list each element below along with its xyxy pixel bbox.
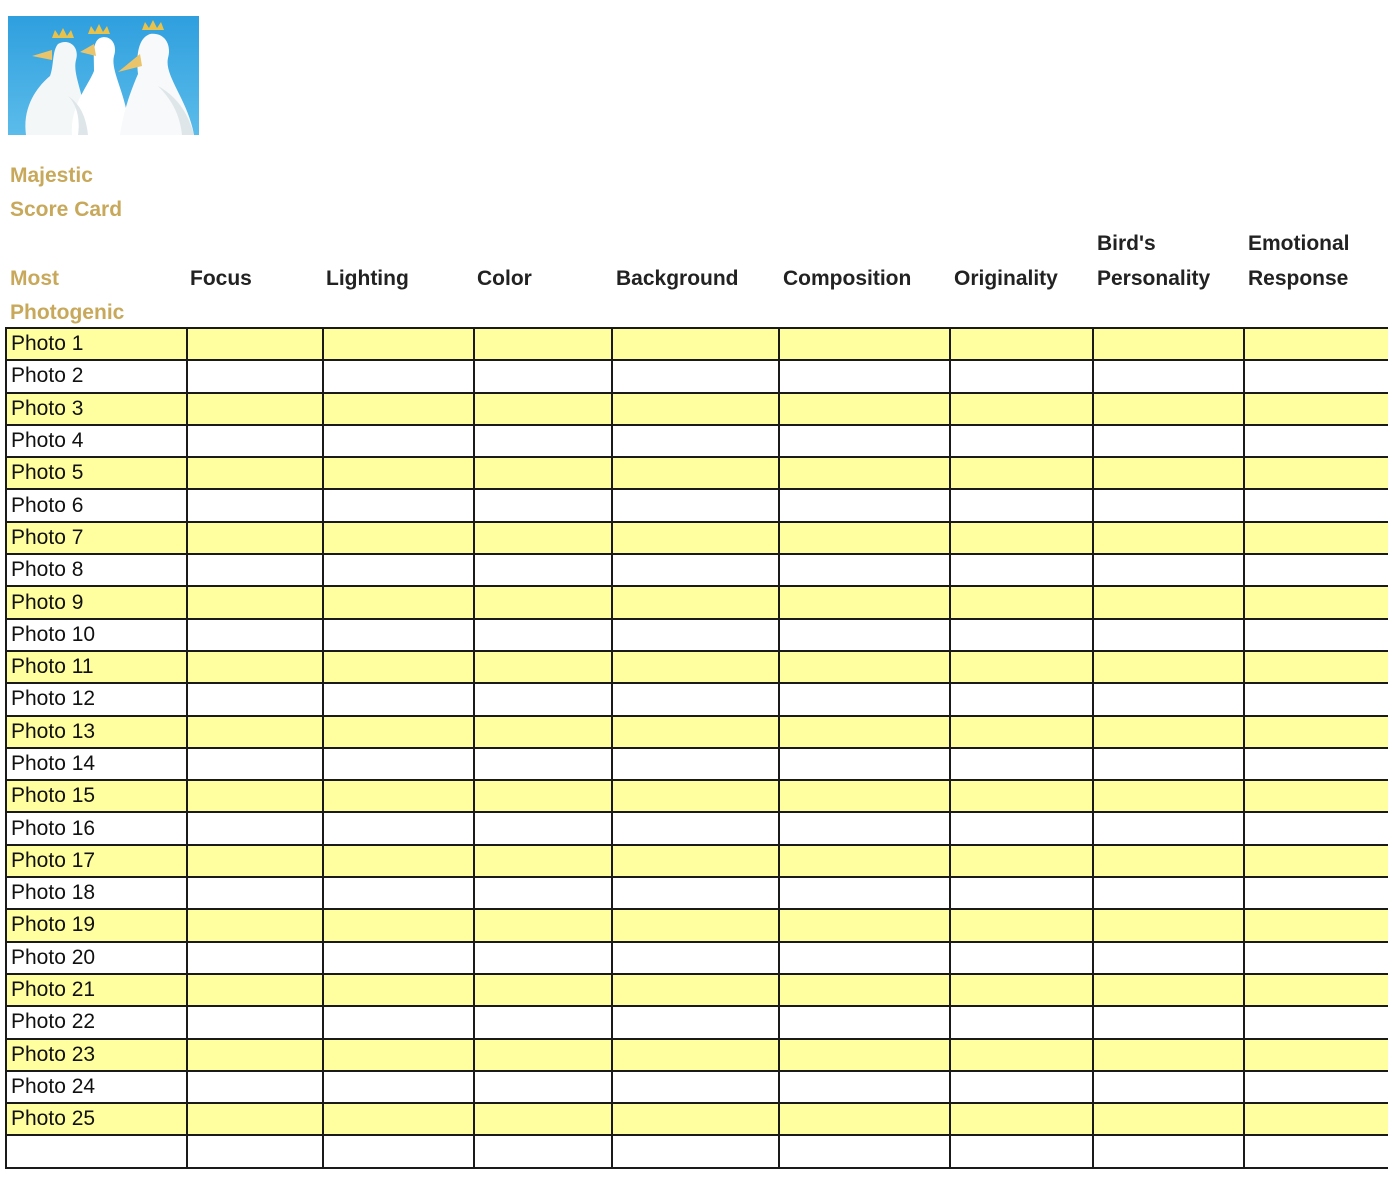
score-cell-originality[interactable]	[950, 942, 1093, 974]
score-cell-color[interactable]	[474, 748, 612, 780]
score-cell-originality[interactable]	[950, 489, 1093, 521]
title-line-2: Score Card	[10, 198, 123, 221]
first-column-header-line-1: Most	[10, 267, 59, 290]
score-cell-originality[interactable]	[950, 780, 1093, 812]
score-cell-color[interactable]	[474, 425, 612, 457]
score-cell-emotional-response[interactable]	[1244, 1039, 1388, 1071]
score-cell-originality[interactable]	[950, 845, 1093, 877]
table-row	[6, 812, 1388, 844]
score-cell-composition[interactable]	[779, 909, 950, 941]
score-cell-background[interactable]	[612, 845, 779, 877]
score-cell-originality[interactable]	[950, 328, 1093, 360]
score-cell-background[interactable]	[612, 942, 779, 974]
score-cell-color[interactable]	[474, 651, 612, 683]
score-cell-focus[interactable]	[187, 1039, 323, 1071]
row-label: Photo 10	[6, 619, 187, 651]
score-cell-color[interactable]	[474, 328, 612, 360]
score-cell-birds-personality[interactable]	[1093, 425, 1244, 457]
score-cell-birds-personality[interactable]	[1093, 328, 1244, 360]
column-header-lighting: Lighting	[326, 267, 409, 290]
table-row	[6, 651, 1388, 683]
score-cell-background[interactable]	[612, 716, 779, 748]
row-label: Photo 22	[6, 1006, 187, 1038]
column-header-personality-line-2: Personality	[1097, 267, 1211, 290]
score-cell-focus[interactable]	[187, 974, 323, 1006]
score-cell-color[interactable]	[474, 1039, 612, 1071]
score-cell-originality[interactable]	[950, 877, 1093, 909]
score-cell-emotional-response[interactable]	[1244, 1071, 1388, 1103]
score-cell-composition[interactable]	[779, 780, 950, 812]
score-cell-lighting[interactable]	[323, 780, 474, 812]
row-label: Photo 13	[6, 716, 187, 748]
score-cell-originality[interactable]	[950, 1103, 1093, 1135]
column-header-emotional-line-2: Response	[1248, 267, 1349, 290]
score-cell-lighting[interactable]	[323, 716, 474, 748]
score-cell-lighting[interactable]	[323, 619, 474, 651]
score-cell-originality[interactable]	[950, 393, 1093, 425]
score-cell-focus[interactable]	[187, 425, 323, 457]
score-cell-birds-personality[interactable]	[1093, 1039, 1244, 1071]
score-cell-focus[interactable]	[187, 651, 323, 683]
score-cell-color[interactable]	[474, 1103, 612, 1135]
score-cell-background[interactable]	[612, 393, 779, 425]
score-cell-color[interactable]	[474, 974, 612, 1006]
score-cell-background[interactable]	[612, 974, 779, 1006]
score-cell-originality[interactable]	[950, 586, 1093, 618]
score-cell-lighting[interactable]	[323, 845, 474, 877]
score-cell-emotional-response[interactable]	[1244, 425, 1388, 457]
score-cell-composition[interactable]	[779, 716, 950, 748]
table-row	[6, 619, 1388, 651]
score-cell-emotional-response[interactable]	[1244, 1103, 1388, 1135]
score-cell-color[interactable]	[474, 780, 612, 812]
score-cell-composition[interactable]	[779, 425, 950, 457]
score-cell-composition[interactable]	[779, 619, 950, 651]
score-cell-emotional-response[interactable]	[1244, 974, 1388, 1006]
score-cell-focus[interactable]	[187, 619, 323, 651]
row-label: Photo 23	[6, 1039, 187, 1071]
score-cell-composition[interactable]	[779, 1135, 950, 1167]
score-cell-color[interactable]	[474, 457, 612, 489]
score-cell-composition[interactable]	[779, 1103, 950, 1135]
score-cell-originality[interactable]	[950, 909, 1093, 941]
first-column-header-line-2: Photogenic	[10, 301, 125, 324]
score-cell-originality[interactable]	[950, 748, 1093, 780]
title-line-1: Majestic	[10, 164, 93, 187]
score-cell-composition[interactable]	[779, 586, 950, 618]
table-row	[6, 1135, 1388, 1167]
score-cell-originality[interactable]	[950, 1006, 1093, 1038]
score-cell-emotional-response[interactable]	[1244, 586, 1388, 618]
score-cell-lighting[interactable]	[323, 586, 474, 618]
row-label: Photo 19	[6, 909, 187, 941]
row-label: Photo 5	[6, 457, 187, 489]
score-cell-birds-personality[interactable]	[1093, 909, 1244, 941]
score-cell-birds-personality[interactable]	[1093, 457, 1244, 489]
geese-logo-image	[8, 16, 199, 135]
score-cell-color[interactable]	[474, 1135, 612, 1167]
score-cell-focus[interactable]	[187, 1135, 323, 1167]
score-cell-emotional-response[interactable]	[1244, 942, 1388, 974]
column-header-background: Background	[616, 267, 739, 290]
score-cell-focus[interactable]	[187, 1006, 323, 1038]
score-cell-focus[interactable]	[187, 909, 323, 941]
score-cell-lighting[interactable]	[323, 683, 474, 715]
table-row	[6, 683, 1388, 715]
score-cell-originality[interactable]	[950, 425, 1093, 457]
score-cell-emotional-response[interactable]	[1244, 554, 1388, 586]
score-cell-lighting[interactable]	[323, 554, 474, 586]
table-row	[6, 489, 1388, 521]
score-cell-composition[interactable]	[779, 748, 950, 780]
score-cell-lighting[interactable]	[323, 651, 474, 683]
score-cell-lighting[interactable]	[323, 522, 474, 554]
score-cell-originality[interactable]	[950, 360, 1093, 392]
score-cell-focus[interactable]	[187, 489, 323, 521]
score-cell-lighting[interactable]	[323, 425, 474, 457]
score-cell-birds-personality[interactable]	[1093, 748, 1244, 780]
table-row	[6, 909, 1388, 941]
score-cell-birds-personality[interactable]	[1093, 651, 1244, 683]
score-cell-background[interactable]	[612, 1039, 779, 1071]
score-cell-composition[interactable]	[779, 651, 950, 683]
score-cell-birds-personality[interactable]	[1093, 619, 1244, 651]
score-cell-birds-personality[interactable]	[1093, 489, 1244, 521]
score-cell-composition[interactable]	[779, 1006, 950, 1038]
column-header-originality: Originality	[954, 267, 1058, 290]
score-cell-originality[interactable]	[950, 522, 1093, 554]
score-cell-composition[interactable]	[779, 554, 950, 586]
score-cell-emotional-response[interactable]	[1244, 328, 1388, 360]
score-cell-background[interactable]	[612, 780, 779, 812]
row-label: Photo 15	[6, 780, 187, 812]
row-label: Photo 2	[6, 360, 187, 392]
score-cell-birds-personality[interactable]	[1093, 586, 1244, 618]
score-cell-background[interactable]	[612, 586, 779, 618]
score-cell-color[interactable]	[474, 812, 612, 844]
table-row	[6, 845, 1388, 877]
score-cell-focus[interactable]	[187, 522, 323, 554]
row-label: Photo 8	[6, 554, 187, 586]
table-row	[6, 360, 1388, 392]
score-cell-background[interactable]	[612, 554, 779, 586]
score-cell-background[interactable]	[612, 425, 779, 457]
table-row	[6, 393, 1388, 425]
score-cell-color[interactable]	[474, 909, 612, 941]
score-cell-birds-personality[interactable]	[1093, 845, 1244, 877]
score-cell-focus[interactable]	[187, 586, 323, 618]
score-cell-background[interactable]	[612, 877, 779, 909]
score-cell-composition[interactable]	[779, 522, 950, 554]
score-cell-originality[interactable]	[950, 1039, 1093, 1071]
score-cell-focus[interactable]	[187, 1071, 323, 1103]
score-cell-emotional-response[interactable]	[1244, 812, 1388, 844]
column-header-composition: Composition	[783, 267, 912, 290]
score-cell-focus[interactable]	[187, 780, 323, 812]
table-row	[6, 328, 1388, 360]
score-cell-color[interactable]	[474, 1071, 612, 1103]
score-cell-composition[interactable]	[779, 393, 950, 425]
score-cell-emotional-response[interactable]	[1244, 683, 1388, 715]
score-cell-emotional-response[interactable]	[1244, 909, 1388, 941]
row-label: Photo 14	[6, 748, 187, 780]
row-label: Photo 17	[6, 845, 187, 877]
score-cell-focus[interactable]	[187, 1103, 323, 1135]
score-cell-composition[interactable]	[779, 328, 950, 360]
score-cell-birds-personality[interactable]	[1093, 393, 1244, 425]
score-cell-focus[interactable]	[187, 942, 323, 974]
score-cell-lighting[interactable]	[323, 1135, 474, 1167]
score-cell-background[interactable]	[612, 457, 779, 489]
score-cell-birds-personality[interactable]	[1093, 942, 1244, 974]
score-cell-background[interactable]	[612, 1071, 779, 1103]
score-cell-color[interactable]	[474, 393, 612, 425]
score-cell-lighting[interactable]	[323, 748, 474, 780]
score-cell-composition[interactable]	[779, 457, 950, 489]
score-cell-emotional-response[interactable]	[1244, 877, 1388, 909]
score-cell-composition[interactable]	[779, 845, 950, 877]
table-row	[6, 522, 1388, 554]
score-cell-color[interactable]	[474, 619, 612, 651]
table-row	[6, 425, 1388, 457]
score-cell-originality[interactable]	[950, 619, 1093, 651]
score-cell-originality[interactable]	[950, 457, 1093, 489]
score-cell-background[interactable]	[612, 522, 779, 554]
score-cell-originality[interactable]	[950, 1071, 1093, 1103]
score-cell-originality[interactable]	[950, 812, 1093, 844]
score-cell-emotional-response[interactable]	[1244, 780, 1388, 812]
score-cell-lighting[interactable]	[323, 942, 474, 974]
score-cell-focus[interactable]	[187, 360, 323, 392]
score-cell-background[interactable]	[612, 651, 779, 683]
score-cell-color[interactable]	[474, 554, 612, 586]
score-cell-originality[interactable]	[950, 1135, 1093, 1167]
score-cell-lighting[interactable]	[323, 812, 474, 844]
score-cell-emotional-response[interactable]	[1244, 1006, 1388, 1038]
row-label: Photo 3	[6, 393, 187, 425]
score-cell-focus[interactable]	[187, 812, 323, 844]
row-label: Photo 18	[6, 877, 187, 909]
score-cell-birds-personality[interactable]	[1093, 1135, 1244, 1167]
score-cell-color[interactable]	[474, 683, 612, 715]
score-cell-background[interactable]	[612, 909, 779, 941]
score-cell-birds-personality[interactable]	[1093, 360, 1244, 392]
score-cell-emotional-response[interactable]	[1244, 457, 1388, 489]
score-cell-birds-personality[interactable]	[1093, 1071, 1244, 1103]
row-label: Photo 11	[6, 651, 187, 683]
score-cell-background[interactable]	[612, 619, 779, 651]
score-cell-composition[interactable]	[779, 360, 950, 392]
score-cell-emotional-response[interactable]	[1244, 489, 1388, 521]
table-row	[6, 586, 1388, 618]
row-label: Photo 1	[6, 328, 187, 360]
score-cell-focus[interactable]	[187, 683, 323, 715]
score-cell-birds-personality[interactable]	[1093, 716, 1244, 748]
score-cell-lighting[interactable]	[323, 1039, 474, 1071]
score-cell-birds-personality[interactable]	[1093, 522, 1244, 554]
score-cell-background[interactable]	[612, 328, 779, 360]
score-cell-emotional-response[interactable]	[1244, 360, 1388, 392]
score-cell-background[interactable]	[612, 360, 779, 392]
table-row	[6, 457, 1388, 489]
row-label: Photo 12	[6, 683, 187, 715]
score-cell-background[interactable]	[612, 1135, 779, 1167]
score-cell-lighting[interactable]	[323, 489, 474, 521]
score-cell-color[interactable]	[474, 489, 612, 521]
score-cell-birds-personality[interactable]	[1093, 683, 1244, 715]
row-label: Photo 24	[6, 1071, 187, 1103]
score-cell-originality[interactable]	[950, 651, 1093, 683]
score-cell-color[interactable]	[474, 522, 612, 554]
score-cell-focus[interactable]	[187, 393, 323, 425]
column-header-focus: Focus	[190, 267, 252, 290]
score-cell-focus[interactable]	[187, 877, 323, 909]
score-cell-color[interactable]	[474, 845, 612, 877]
score-cell-focus[interactable]	[187, 554, 323, 586]
score-cell-birds-personality[interactable]	[1093, 780, 1244, 812]
column-header-color: Color	[477, 267, 532, 290]
score-cell-color[interactable]	[474, 586, 612, 618]
row-label: Photo 6	[6, 489, 187, 521]
score-cell-birds-personality[interactable]	[1093, 554, 1244, 586]
score-cell-emotional-response[interactable]	[1244, 748, 1388, 780]
row-label	[6, 1135, 187, 1167]
score-cell-lighting[interactable]	[323, 1103, 474, 1135]
score-table	[5, 327, 1388, 1169]
score-cell-lighting[interactable]	[323, 360, 474, 392]
score-cell-background[interactable]	[612, 1103, 779, 1135]
score-cell-birds-personality[interactable]	[1093, 1103, 1244, 1135]
score-cell-composition[interactable]	[779, 489, 950, 521]
score-cell-composition[interactable]	[779, 1071, 950, 1103]
table-row	[6, 554, 1388, 586]
table-row	[6, 1071, 1388, 1103]
score-cell-lighting[interactable]	[323, 393, 474, 425]
score-cell-background[interactable]	[612, 489, 779, 521]
score-cell-birds-personality[interactable]	[1093, 812, 1244, 844]
score-cell-originality[interactable]	[950, 716, 1093, 748]
table-row	[6, 877, 1388, 909]
score-cell-background[interactable]	[612, 1006, 779, 1038]
score-cell-background[interactable]	[612, 683, 779, 715]
score-cell-color[interactable]	[474, 942, 612, 974]
table-row	[6, 748, 1388, 780]
score-cell-composition[interactable]	[779, 974, 950, 1006]
score-cell-color[interactable]	[474, 1006, 612, 1038]
table-row	[6, 780, 1388, 812]
row-label: Photo 9	[6, 586, 187, 618]
score-cell-lighting[interactable]	[323, 328, 474, 360]
score-cell-emotional-response[interactable]	[1244, 619, 1388, 651]
score-cell-birds-personality[interactable]	[1093, 877, 1244, 909]
score-cell-originality[interactable]	[950, 683, 1093, 715]
score-cell-lighting[interactable]	[323, 1071, 474, 1103]
score-cell-lighting[interactable]	[323, 909, 474, 941]
column-header-personality-line-1: Bird's	[1097, 232, 1156, 255]
score-cell-originality[interactable]	[950, 974, 1093, 1006]
score-cell-color[interactable]	[474, 716, 612, 748]
score-cell-color[interactable]	[474, 360, 612, 392]
score-cell-emotional-response[interactable]	[1244, 1135, 1388, 1167]
score-cell-composition[interactable]	[779, 683, 950, 715]
row-label: Photo 7	[6, 522, 187, 554]
score-cell-lighting[interactable]	[323, 974, 474, 1006]
score-cell-emotional-response[interactable]	[1244, 522, 1388, 554]
table-row	[6, 942, 1388, 974]
score-cell-lighting[interactable]	[323, 877, 474, 909]
score-cell-focus[interactable]	[187, 328, 323, 360]
score-cell-focus[interactable]	[187, 748, 323, 780]
score-grid	[5, 327, 1388, 1195]
score-cell-background[interactable]	[612, 812, 779, 844]
score-cell-focus[interactable]	[187, 457, 323, 489]
score-cell-emotional-response[interactable]	[1244, 393, 1388, 425]
score-cell-originality[interactable]	[950, 554, 1093, 586]
score-cell-lighting[interactable]	[323, 1006, 474, 1038]
row-label: Photo 4	[6, 425, 187, 457]
table-row	[6, 1039, 1388, 1071]
score-cell-lighting[interactable]	[323, 457, 474, 489]
table-row	[6, 974, 1388, 1006]
score-cell-birds-personality[interactable]	[1093, 1006, 1244, 1038]
score-cell-background[interactable]	[612, 748, 779, 780]
score-cell-focus[interactable]	[187, 845, 323, 877]
score-cell-emotional-response[interactable]	[1244, 716, 1388, 748]
score-cell-composition[interactable]	[779, 877, 950, 909]
score-cell-focus[interactable]	[187, 716, 323, 748]
table-row	[6, 716, 1388, 748]
table-row	[6, 1103, 1388, 1135]
score-cell-composition[interactable]	[779, 1039, 950, 1071]
score-cell-emotional-response[interactable]	[1244, 651, 1388, 683]
score-cell-birds-personality[interactable]	[1093, 974, 1244, 1006]
row-label: Photo 25	[6, 1103, 187, 1135]
score-cell-color[interactable]	[474, 877, 612, 909]
score-cell-composition[interactable]	[779, 942, 950, 974]
score-cell-emotional-response[interactable]	[1244, 845, 1388, 877]
row-label: Photo 20	[6, 942, 187, 974]
row-label: Photo 16	[6, 812, 187, 844]
column-header-emotional-line-1: Emotional	[1248, 232, 1350, 255]
row-label: Photo 21	[6, 974, 187, 1006]
score-cell-composition[interactable]	[779, 812, 950, 844]
table-row	[6, 1006, 1388, 1038]
